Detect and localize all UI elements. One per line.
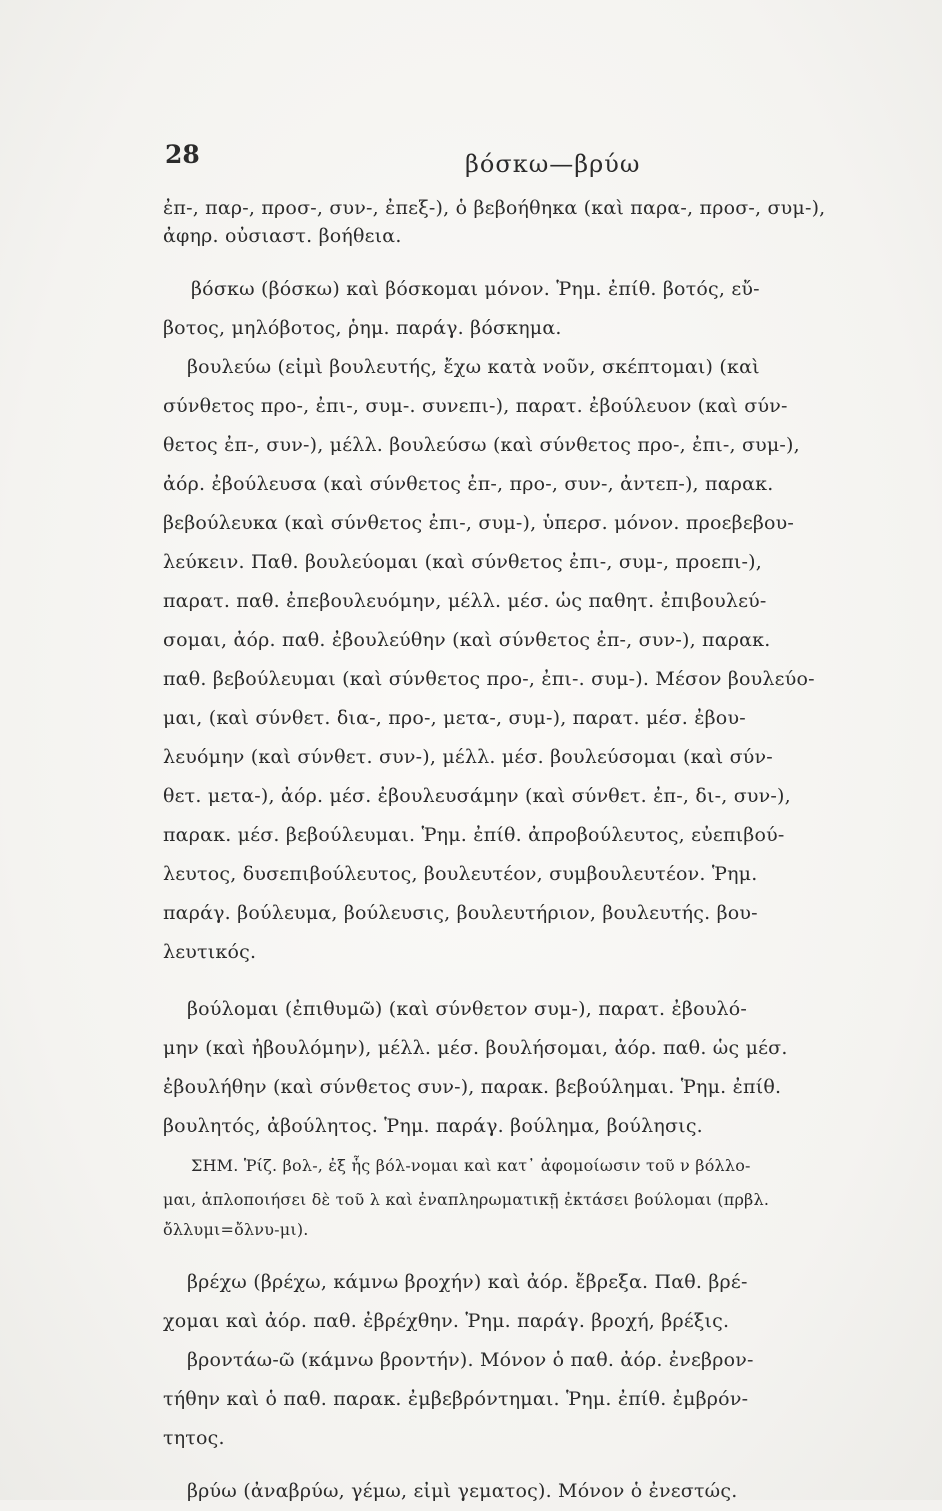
text-line: τητος.	[163, 1427, 225, 1449]
body-text	[163, 188, 908, 1511]
text-line: θετος ἐπ-, συν-), μέλλ. βουλεύσω (καὶ σύνθετος προ-, ἐπι-, συμ-),	[163, 434, 800, 456]
text-line: ἐβουλήθην (καὶ σύνθετος συν-), παρακ. βεβούλημαι. Ῥημ. ἐπίθ.	[163, 1076, 782, 1098]
text-line: μην (καὶ ἠβουλόμην), μέλλ. μέσ. βουλήσομαι, ἀόρ. παθ. ὡς μέσ.	[163, 1037, 788, 1059]
entry-headline-boulomai: βούλομαι (ἐπιθυμῶ) (καὶ σύνθετον συμ-), παρατ. ἐβουλό-	[187, 998, 748, 1020]
page-number: 28	[165, 140, 200, 169]
text-line: χομαι καὶ ἀόρ. παθ. ἐβρέχθην. Ῥημ. παράγ. βροχή, βρέξις.	[163, 1310, 730, 1332]
text-line: λευόμην (καὶ σύνθετ. συν-), μέλλ. μέσ. βουλεύσομαι (καὶ σύν-	[163, 746, 773, 768]
text-line: βουλητός, ἀβούλητος. Ῥημ. παράγ. βούλημα, βούλησις.	[163, 1115, 703, 1137]
text-line: σομαι, ἀόρ. παθ. ἐβουλεύθην (καὶ σύνθετος ἐπ-, συν-), παρακ.	[163, 629, 771, 651]
entry-headline-bryo: βρύω (ἀναβρύω, γέμω, εἰμὶ γεματος). Μόνον ὁ ἐνεστώς.	[187, 1480, 738, 1502]
text-line: θετ. μετα-), ἀόρ. μέσ. ἐβουλευσάμην (καὶ σύνθετ. ἐπ-, δι-, συν-),	[163, 785, 791, 807]
spacer	[163, 256, 908, 270]
entry-headline-bosko: βόσκω (βόσκω) καὶ βόσκομαι μόνον. Ῥημ. ἐπίθ. βοτός, εὔ-	[191, 278, 760, 300]
text-line: παρατ. παθ. ἐπεβουλευόμην, μέλλ. μέσ. ὡς παθητ. ἐπιβουλεύ-	[163, 590, 767, 612]
text-line: βεβούλευκα (καὶ σύνθετος ἐπι-, συμ-), ὑπερσ. μόνον. προεβεβου-	[163, 512, 795, 534]
note-line: ὄλλυμι=ὄλνυ-μι).	[163, 1220, 309, 1239]
text-line: ἀόρ. ἐβούλευσα (καὶ σύνθετος ἐπ-, προ-, συν-, ἀντεπ-), παρακ.	[163, 473, 774, 495]
text-line: βοτος, μηλόβοτος, ῥημ. παράγ. βόσκημα.	[163, 317, 562, 339]
note-line: μαι, ἁπλοποιήσει δὲ τοῦ λ καὶ ἐναπληρωματικῇ ἐκτάσει βούλομαι (πρβλ.	[163, 1190, 770, 1209]
running-head: βόσκω—βρύω	[465, 150, 641, 178]
text-line: ἀφηρ. οὐσιαστ. βοήθεια.	[163, 225, 402, 247]
text-line: λεύκειν. Παθ. βουλεύομαι (καὶ σύνθετος ἐπι-, συμ-, προεπι-),	[163, 551, 763, 573]
text-line: παθ. βεβούλευμαι (καὶ σύνθετος προ-, ἐπι-. συμ-). Μέσον βουλεύο-	[163, 668, 815, 690]
spacer	[163, 1458, 908, 1472]
spacer	[163, 972, 908, 990]
text-line: μαι, (καὶ σύνθετ. δια-, προ-, μετα-, συμ-), παρατ. μέσ. ἐβου-	[163, 707, 746, 729]
entry-headline-bouleuo: βουλεύω (εἰμὶ βουλευτής, ἔχω κατὰ νοῦν, σκέπτομαι) (καὶ	[187, 356, 760, 378]
text-line: παράγ. βούλευμα, βούλευσις, βουλευτήριον, βουλευτής. βου-	[163, 902, 758, 924]
note-line: ΣΗΜ. Ῥίζ. βολ-, ἐξ ἧς βόλ-νομαι καὶ κατ᾽ ἀφομοίωσιν τοῦ ν βόλλο-	[191, 1156, 751, 1175]
page-header	[165, 140, 905, 180]
entry-headline-brecho: βρέχω (βρέχω, κάμνω βροχήν) καὶ ἀόρ. ἔβρεξα. Παθ. βρέ-	[187, 1271, 748, 1293]
entry-headline-brontao: βροντάω-ῶ (κάμνω βροντήν). Μόνον ὁ παθ. ἀόρ. ἐνεβρον-	[187, 1349, 754, 1371]
text-line: λευτος, δυσεπιβούλευτος, βουλευτέον, συμβουλευτέον. Ῥημ.	[163, 863, 758, 885]
text-line: τήθην καὶ ὁ παθ. παρακ. ἐμβεβρόντημαι. Ῥημ. ἐπίθ. ἐμβρόν-	[163, 1388, 749, 1410]
text-line: παρακ. μέσ. βεβούλευμαι. Ῥημ. ἐπίθ. ἀπροβούλευτος, εὐεπιβού-	[163, 824, 785, 846]
text-line: ἐπ-, παρ-, προσ-, συν-, ἐπεξ-), ὁ βεβοήθηκα (καὶ παρα-, προσ-, συμ-),	[163, 197, 826, 219]
text-line: λευτικός.	[163, 941, 257, 963]
text-line: σύνθετος προ-, ἐπι-, συμ-. συνεπι-), παρατ. ἐβούλευον (καὶ σύν-	[163, 395, 788, 417]
spacer	[163, 1245, 908, 1263]
